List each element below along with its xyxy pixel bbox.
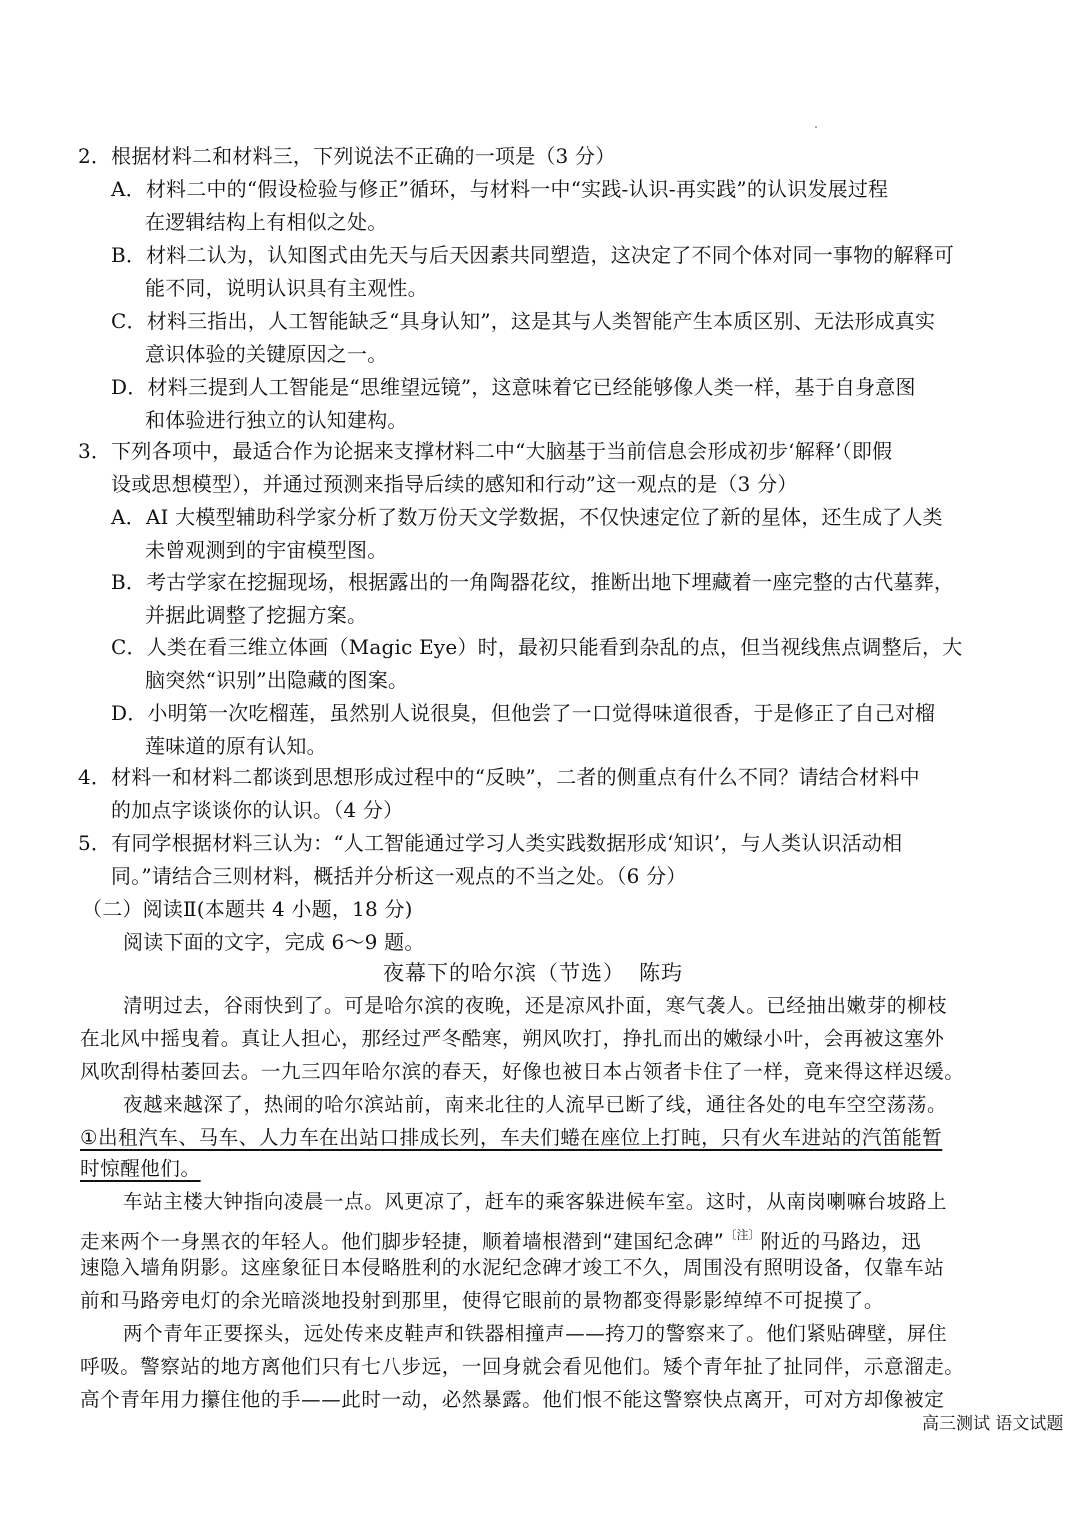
passage-p1-line-3: 风吹刮得枯萎回去。一九三四年哈尔滨的春天，好像也被日本占领者卡住了一样，竟来得这样迟缓。	[80, 1060, 965, 1083]
q3-option-c-cont: 脑突然“识别”出隐藏的图案。	[145, 668, 409, 692]
passage-title-line	[383, 959, 683, 987]
passage-p3-line-3: 速隐入墙角阴影。这座象征日本侵略胜利的水泥纪念碑才竣工不久，周围没有照明设备，仅靠车站	[80, 1256, 945, 1279]
passage-p3-line-4: 前和马路旁电灯的余光暗淡地投射到那里，使得它眼前的景物都变得影影绰绰不可捉摸了。	[80, 1289, 885, 1312]
q3-option-c: C．人类在看三维立体画（Magic Eye）时，最初只能看到杂乱的点，但当视线焦点调整后，大	[111, 635, 963, 659]
page-footer: 高三测试 语文试题	[922, 1414, 1064, 1434]
passage-p1-line-1: 清明过去，谷雨快到了。可是哈尔滨的夜晚，还是凉风扑面，寒气袭人。已经抽出嫩芽的柳枝	[123, 994, 948, 1017]
q2-option-a: A．材料二中的“假设检验与修正”循环，与材料一中“实践-认识-再实践”的认识发展过程	[111, 177, 889, 201]
q3-option-b: B．考古学家在挖掘现场，根据露出的一角陶器花纹，推断出地下埋藏着一座完整的古代墓葬，	[111, 570, 955, 594]
q3-option-a-cont: 未曾观测到的宇宙模型图。	[145, 538, 388, 562]
passage-p3-line-2-a: 走来两个一身黑衣的年轻人。他们脚步轻捷，顺着墙根潜到“建国纪念碑”	[80, 1230, 725, 1253]
q3-option-a: A．AI 大模型辅助科学家分析了数万份天文学数据，不仅快速定位了新的星体，还生成了人类	[111, 505, 943, 529]
q4-stem-cont: 的加点字谈谈你的认识。（4 分）	[111, 798, 404, 822]
passage-p3-line-1: 车站主楼大钟指向凌晨一点。风更凉了，赶车的乘客躲进候车室。这时，从南岗喇嘛台坡路上	[123, 1190, 948, 1213]
q2-option-d: D．材料三提到人工智能是“思维望远镜”，这意味着它已经能够像人类一样，基于自身意图	[111, 375, 916, 399]
q2-option-c-cont: 意识体验的关键原因之一。	[145, 342, 388, 366]
q2-option-d-cont: 和体验进行独立的认知建构。	[145, 408, 408, 432]
q2-option-b-cont: 能不同，说明认识具有主观性。	[145, 276, 428, 300]
q5-stem: 5．有同学根据材料三认为：“人工智能通过学习人类实践数据形成‘知识’，与人类认识活动相	[78, 831, 903, 855]
passage-p2-underlined-line-1: ①出租汽车、马车、人力车在出站口排成长列，车夫们蜷在座位上打盹，只有火车进站的汽笛能暂	[80, 1126, 943, 1149]
passage-p4-line-2: 呼吸。警察站的地方离他们只有七八步远，一回身就会看见他们。矮个青年扯了扯同伴，示意溜走。	[80, 1355, 965, 1378]
passage-p3-line-2-b: 附近的马路边，迅	[760, 1230, 922, 1253]
scan-speck	[815, 126, 817, 128]
passage-p3-line-2	[80, 1221, 921, 1256]
passage-p2-underlined-line-2: 时惊醒他们。	[80, 1157, 201, 1180]
passage-author: 陈玙	[639, 961, 683, 985]
passage-title: 夜幕下的哈尔滨（节选）	[383, 961, 625, 985]
passage-p4-line-3: 高个青年用力攥住他的手——此时一动，必然暴露。他们恨不能这警察快点离开，可对方却像被定	[80, 1388, 945, 1411]
section-intro: 阅读下面的文字，完成 6～9 题。	[123, 930, 425, 954]
q2-stem: 2．根据材料二和材料三，下列说法不正确的一项是（3 分）	[78, 144, 616, 168]
q3-option-d-cont: 莲味道的原有认知。	[145, 734, 327, 758]
q3-stem: 3．下列各项中，最适合作为论据来支撑材料二中“大脑基于当前信息会形成初步‘解释’（即假	[78, 439, 893, 463]
q4-stem: 4．材料一和材料二都谈到思想形成过程中的“反映”，二者的侧重点有什么不同？请结合材料中	[78, 765, 920, 789]
passage-p2-line-1: 夜越来越深了，热闹的哈尔滨站前，南来北往的人流早已断了线，通往各处的电车空空荡荡。	[123, 1093, 948, 1116]
q3-option-d: D．小明第一次吃榴莲，虽然别人说很臭，但他尝了一口觉得味道很香，于是修正了自己对榴	[111, 701, 936, 725]
q3-option-b-cont: 并据此调整了挖掘方案。	[145, 603, 368, 627]
passage-p1-line-2: 在北风中摇曳着。真让人担心，那经过严冬酷寒，朔风吹打，挣扎而出的嫩绿小叶，会再被这塞外	[80, 1027, 945, 1050]
section-heading: （二）阅读Ⅱ(本题共 4 小题，18 分)	[82, 897, 413, 921]
q2-option-c: C．材料三指出，人工智能缺乏“具身认知”，这是其与人类智能产生本质区别、无法形成真实	[111, 309, 936, 333]
q2-option-b: B．材料二认为，认知图式由先天与后天因素共同塑造，这决定了不同个体对同一事物的解释可	[111, 243, 955, 267]
footnote-marker: 〔注〕	[724, 1228, 761, 1242]
passage-p4-line-1: 两个青年正要探头，远处传来皮鞋声和铁器相撞声——挎刀的警察来了。他们紧贴碑壁，屏住	[123, 1322, 948, 1345]
q3-stem-cont: 设或思想模型），并通过预测来指导后续的感知和行动”这一观点的是（3 分）	[111, 472, 798, 496]
q2-option-a-cont: 在逻辑结构上有相似之处。	[145, 210, 388, 234]
q5-stem-cont: 同。”请结合三则材料，概括并分析这一观点的不当之处。（6 分）	[111, 864, 687, 888]
